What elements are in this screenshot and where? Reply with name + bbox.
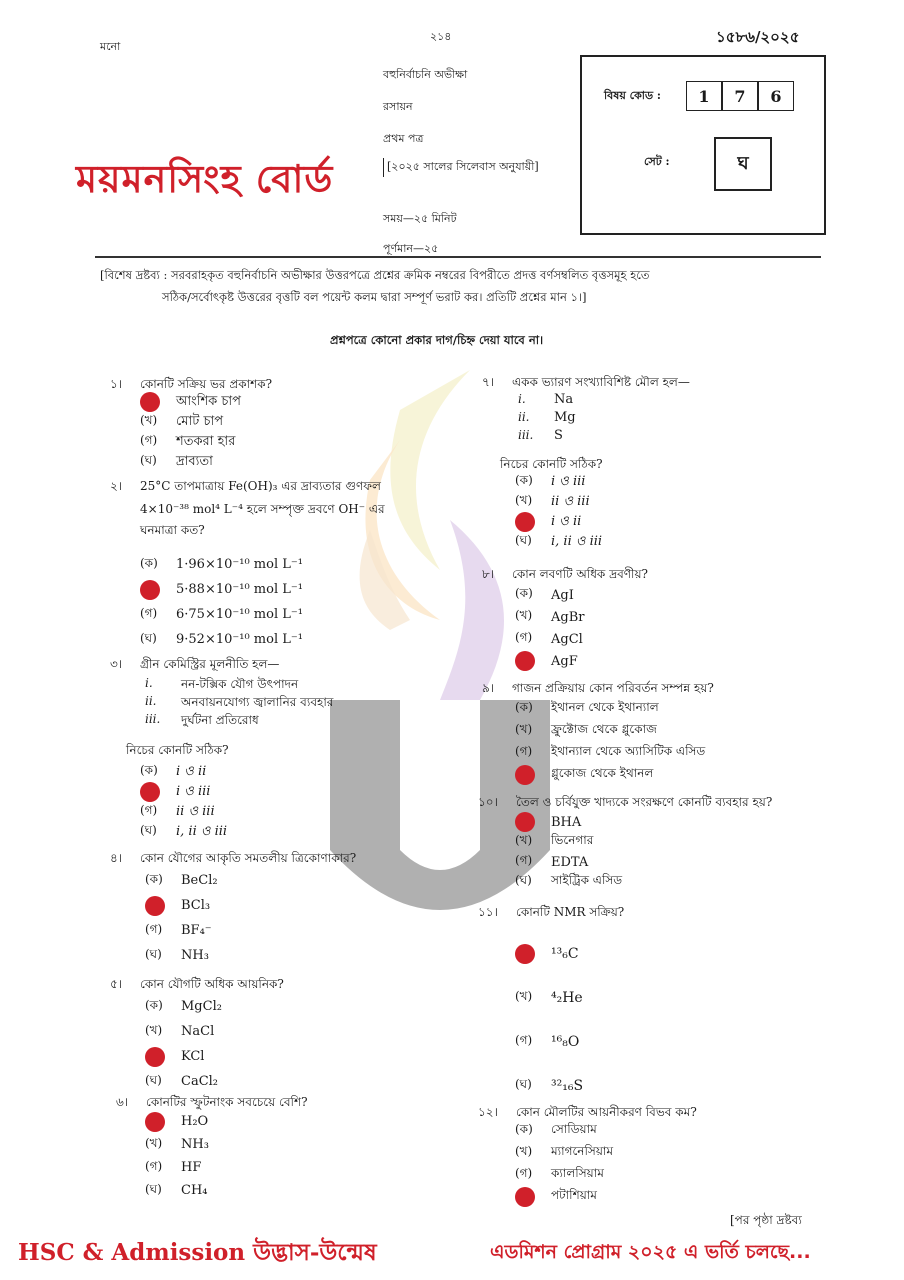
filled-answer-circle [515, 944, 535, 964]
statement: ii. অনবায়নযোগ্য জ্বালানির ব্যবহার [145, 694, 334, 709]
statement: iii. S [518, 428, 563, 443]
footer-brand: HSC & Admission উদ্ভাস-উন্মেষ [18, 1239, 377, 1266]
option[interactable]: (গ) HF [145, 1158, 202, 1175]
no-mark-warning: প্রশ্নপত্রে কোনো প্রকার দাগ/চিহ্ন দেয়া যাবে না। [330, 333, 544, 347]
filled-answer-circle [515, 765, 535, 785]
option[interactable]: (ক) i ও ii [140, 763, 207, 779]
question-4: ৪। কোন যৌগের আকৃতি সমতলীয় ত্রিকোণাকার? [110, 851, 357, 865]
statement: iii. দুর্ঘটনা প্রতিরোধ [145, 712, 259, 727]
option[interactable]: (ক) i ও iii [515, 473, 586, 489]
statement: ii. Mg [518, 410, 576, 425]
option[interactable]: (ক) ইথানল থেকে ইথান্যাল [515, 700, 659, 714]
set-label: সেট : [644, 155, 670, 168]
option[interactable]: গ্লুকোজ থেকে ইথানল [515, 764, 705, 786]
header-divider [95, 256, 821, 258]
subject-code [686, 81, 794, 111]
option[interactable]: (খ) ii ও iii [515, 493, 590, 509]
filled-answer-circle [145, 896, 165, 916]
instruction-line-2: সঠিক/সর্বোৎকৃষ্ট উত্তরের বৃত্তটি বল পয়েন্ট কলম দ্বারা সম্পূর্ণ ভরাট কর। প্রতিটি প্রশ্নের মান ১।] [162, 290, 587, 304]
which-correct-q7: নিচের কোনটি সঠিক? [500, 457, 603, 471]
option[interactable]: H₂O [145, 1110, 209, 1133]
exam-time: সময়—২৫ মিনিট [383, 212, 457, 225]
question-1: ১। কোনটি সক্রিয় ভর প্রকাশক? [110, 377, 273, 391]
option[interactable]: (খ) ভিনেগার [515, 833, 594, 847]
option[interactable]: আংশিক চাপ [140, 392, 241, 412]
option[interactable]: (ঘ) i, ii ও iii [140, 823, 228, 839]
option[interactable]: 5·88×10⁻¹⁰ mol L⁻¹ [140, 577, 303, 602]
question-5: ৫। কোন যৌগটি অধিক আয়নিক? [110, 977, 284, 991]
options-q2 [140, 552, 303, 652]
options-q7 [515, 472, 602, 552]
statements-q3 [145, 676, 333, 730]
options-q6 [145, 1110, 209, 1202]
full-marks: পূর্ণমান—২৫ [383, 242, 439, 255]
statements-q7 [518, 392, 576, 446]
filled-answer-circle [515, 812, 535, 832]
option[interactable]: (ঘ) i, ii ও iii [515, 533, 603, 549]
reference-number: ১৫৮৬/২০২৫ [716, 28, 800, 46]
option[interactable]: (ঘ) CH₄ [145, 1181, 208, 1198]
option[interactable]: BCl₃ [145, 893, 218, 918]
filled-answer-circle [140, 782, 160, 802]
options-q12 [515, 1120, 613, 1208]
option[interactable]: i ও ii [515, 512, 602, 532]
question-2: ২। 25°C তাপমাত্রায় Fe(OH)₃ এর দ্রাব্যতার গুণফল 4×10⁻³⁸ mol⁴ L⁻⁴ হলে সম্পৃক্ত দ্রবণে OH⁻ এর ঘনমাত্রা কত? [110, 479, 385, 538]
option[interactable]: (ক) BeCl₂ [145, 871, 218, 888]
option[interactable]: KCl [145, 1044, 222, 1069]
left-mark: মনো [100, 40, 121, 53]
question-10: ১০। তৈল ও চর্বিযুক্ত খাদ্যকে সংরক্ষণে কোনটি ব্যবহার হয়? [478, 795, 773, 809]
option[interactable]: (গ) 6·75×10⁻¹⁰ mol L⁻¹ [140, 605, 303, 622]
options-q9 [515, 698, 705, 786]
footer-admission: এডমিশন প্রোগ্রাম ২০২৫ এ ভর্তি চলছে... [490, 1241, 811, 1263]
options-q5 [145, 994, 222, 1094]
option[interactable]: (খ) AgBr [515, 608, 585, 625]
options-q10 [515, 812, 622, 892]
option[interactable]: (খ) ম্যাগনেসিয়াম [515, 1144, 614, 1158]
question-8: ৮। কোন লবণটি অধিক দ্রবণীয়? [482, 567, 648, 581]
which-correct-q3: নিচের কোনটি সঠিক? [126, 743, 229, 757]
option[interactable]: (ঘ) 9·52×10⁻¹⁰ mol L⁻¹ [140, 630, 303, 647]
filled-answer-circle [145, 1047, 165, 1067]
option[interactable]: (ক) সোডিয়াম [515, 1122, 597, 1136]
option[interactable]: (গ) BF₄⁻ [145, 921, 212, 938]
question-3: ৩। গ্রীন কেমিস্ট্রির মূলনীতি হল— [110, 657, 280, 671]
code-digit: 7 [722, 81, 758, 111]
option[interactable]: (খ) মোট চাপ [140, 413, 224, 429]
filled-answer-circle [515, 1187, 535, 1207]
option[interactable]: (খ) NaCl [145, 1022, 215, 1039]
option[interactable]: (খ) NH₃ [145, 1135, 209, 1152]
option[interactable]: BHA [515, 812, 622, 832]
option[interactable]: (গ) AgCl [515, 630, 583, 647]
option[interactable]: (খ) ফ্রুক্টোজ থেকে গ্লুকোজ [515, 722, 657, 736]
option[interactable]: (গ) ii ও iii [140, 803, 215, 819]
syllabus-note: [২০২৫ সালের সিলেবাস অনুযায়ী] [383, 158, 539, 177]
option[interactable]: (ঘ) NH₃ [145, 946, 209, 963]
exam-type: বহুনির্বাচনি অভীক্ষা [383, 68, 468, 81]
question-9: ৯। গাজন প্রক্রিয়ায় কোন পরিবর্তন সম্পন্ন হয়? [482, 681, 714, 695]
option[interactable]: (গ) ¹⁶₈O [515, 1033, 580, 1050]
option[interactable]: ¹³₆C [515, 932, 583, 976]
option[interactable]: i ও iii [140, 782, 227, 802]
set-value: ঘ [714, 137, 772, 191]
question-11: ১১। কোনটি NMR সক্রিয়? [478, 905, 625, 919]
question-7: ৭। একক ভ্যারণ সংখ্যাবিশিষ্ট মৌল হল— [482, 375, 690, 389]
filled-answer-circle [140, 580, 160, 600]
filled-answer-circle [515, 651, 535, 671]
options-q8 [515, 584, 584, 672]
filled-answer-circle [145, 1112, 165, 1132]
options-q11 [515, 932, 583, 1108]
option[interactable]: (গ) ক্যালসিয়াম [515, 1166, 604, 1180]
options-q3 [140, 762, 227, 842]
subject-name: রসায়ন [383, 100, 413, 113]
option[interactable]: (ঘ) ³²₁₆S [515, 1077, 584, 1094]
page-number: ২১৪ [430, 30, 452, 43]
option[interactable]: (ঘ) CaCl₂ [145, 1072, 219, 1089]
page-turn-note: [পর পৃষ্ঠা দ্রষ্টব্য [730, 1213, 802, 1227]
option[interactable]: পটাশিয়াম [515, 1186, 613, 1208]
options-q1 [140, 392, 241, 472]
option[interactable]: (ক) AgI [515, 586, 574, 603]
statement: i. Na [518, 392, 574, 407]
option[interactable]: (ক) MgCl₂ [145, 997, 222, 1014]
options-q4 [145, 868, 218, 968]
filled-answer-circle [140, 392, 160, 412]
code-digit: 1 [686, 81, 722, 111]
option[interactable]: (খ) ⁴₂He [515, 989, 583, 1006]
option[interactable]: AgF [515, 650, 584, 672]
option[interactable]: (গ) ইথান্যাল থেকে অ্যাসিটিক এসিড [515, 744, 706, 758]
board-title: ময়মনসিংহ বোর্ড [76, 156, 334, 201]
question-12: ১২। কোন মৌলটির আয়নীকরণ বিভব কম? [478, 1105, 697, 1119]
subject-code-label: বিষয় কোড : [604, 89, 661, 102]
statement: i. নন-টক্সিক যৌগ উৎপাদন [145, 676, 299, 691]
question-6: ৬। কোনটির স্ফুটনাংক সবচেয়ে বেশি? [116, 1095, 308, 1109]
option[interactable]: (গ) EDTA [515, 853, 589, 870]
code-digit: 6 [758, 81, 794, 111]
option[interactable]: (ঘ) দ্রাব্যতা [140, 453, 213, 469]
instruction-line-1: [বিশেষ দ্রষ্টব্য : সরবরাহকৃত বহুনির্বাচনি অভীক্ষার উত্তরপত্রে প্রশ্নের ক্রমিক নম্বরের বিপরীতে প্রদত্ত বর্ণসম্বলিত বৃত্তসমূহ হতে [100, 268, 650, 282]
option[interactable]: (ক) 1·96×10⁻¹⁰ mol L⁻¹ [140, 555, 303, 572]
paper-name: প্রথম পত্র [383, 132, 424, 145]
code-box [580, 55, 826, 235]
option[interactable]: (গ) শতকরা হার [140, 433, 236, 449]
option[interactable]: (ঘ) সাইট্রিক এসিড [515, 873, 623, 887]
filled-answer-circle [515, 512, 535, 532]
